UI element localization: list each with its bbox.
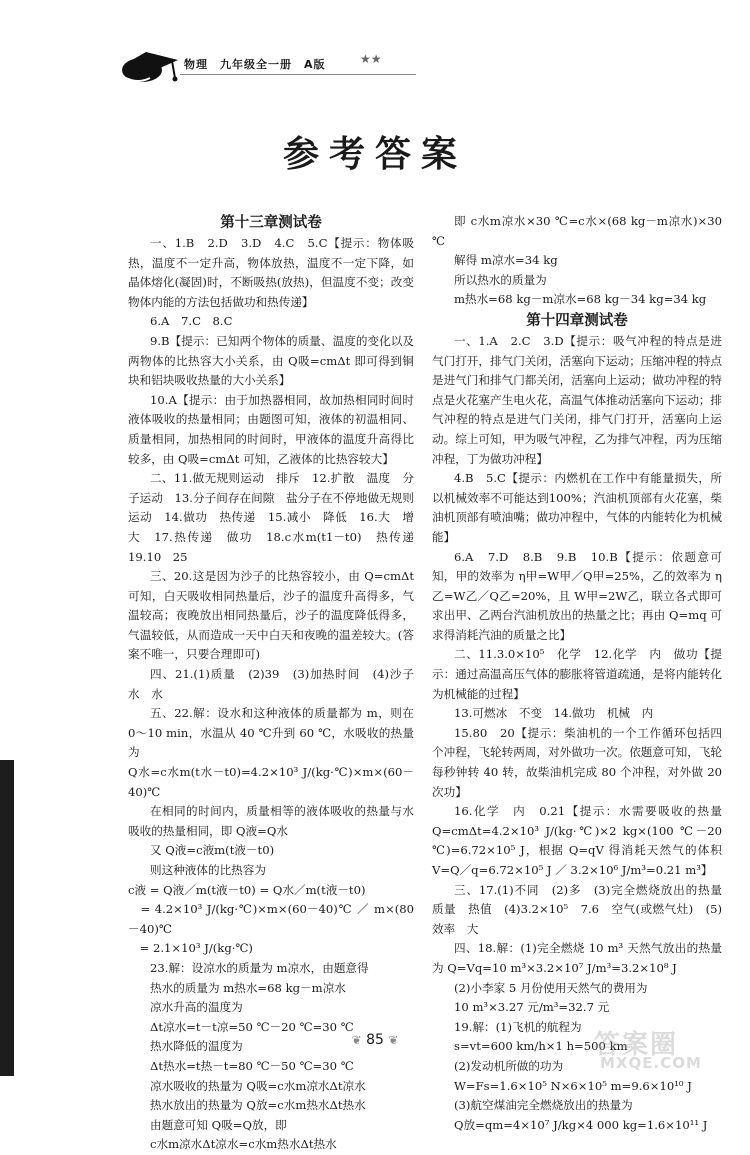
answer-paragraph: 16.化学 内 0.21【提示：水需要吸收的热量 Q=cmΔt=4.2×10³ J/(kg·℃)×2 kg×(100 ℃－20 ℃)=6.72×10⁵ J，根据 Q=qV 得消耗天然气的体积 V=Q／q=6.72×10⁵ J ／ 3.2×10⁶ J/m³=0.21 m³】 [432, 804, 722, 877]
answer-paragraph: 10 m³×3.27 元/m³=32.7 元 [454, 1000, 610, 1015]
page-header [120, 48, 420, 94]
answer-paragraph: 23.解：设凉水的质量为 m凉水，由题意得 [150, 960, 369, 975]
answer-paragraph: 五、22.解：设水和这种液体的质量都为 m，则在 0～10 min，水温从 40 ℃升到 60 ℃，水吸收的热量为 [128, 706, 414, 760]
answer-paragraph: 10.A【提示：由于加热器相同，故加热相同时间时液体吸收的热量相同；由题图可知，液体的初温相同、质量相同，加热相同的时间时，甲液体的温度升高得比较多，由 Q吸=cmΔt 可知，乙液体的比热容较大】 [128, 392, 414, 466]
ornament-left-icon: ❦ [351, 1033, 362, 1047]
ornament-right-icon: ❦ [388, 1033, 399, 1047]
answer-paragraph: m热水=68 kg－m凉水=68 kg－34 kg=34 kg [454, 292, 707, 307]
page-number-text: 85 [366, 1032, 384, 1048]
answer-paragraph: 15.80 20【提示：柴油机的一个工作循环包括四个冲程，飞轮转两周，对外做功一次。依题意可知，飞轮每秒钟转 40 转，故柴油机完成 80 个冲程，对外做 20 次功】 [432, 725, 722, 799]
answer-paragraph: 二、11.3.0×10⁵ 化学 12.化学 内 做功【提示：通过高温高压气体的膨胀将管道疏通，是将内能转化为机械能的过程】 [432, 647, 722, 701]
answer-paragraph: 二、11.做无规则运动 排斥 12.扩散 温度 分子运动 13.分子间存在间隙 盐分子在不停地做无规则运动 14.做功 热传递 15.减小 降低 16.大 增大 17.热传递 做功 18.c水m(t1－t0) 热传递 19.10 25 [128, 471, 426, 564]
answer-paragraph: 6.A 7.D 8.B 9.B 10.B【提示：依题意可知，甲的效率为 η甲=W甲／Q甲=25%，乙的效率为 η乙=W乙／Q乙=20%，且 W甲=2W乙，联立各式即可求出甲、乙两台汽油机放出的热量之比；再由 Q=mq 可求得消耗汽油的质量之比】 [432, 549, 722, 642]
answer-paragraph: 9.B【提示：已知两个物体的质量、温度的变化以及两物体的比热容大小关系，由 Q吸=cmΔt 即可得到铜块和铝块吸收热量的大小关系】 [128, 333, 414, 388]
answer-paragraph: 凉水吸收的热量为 Q吸=c水m凉水Δt凉水 [150, 1078, 366, 1093]
answer-paragraph: 三、20.这是因为沙子的比热容较小，由 Q=cmΔt 可知，白天吸收相同热量后，沙子的温度升高得多，气温较高；夜晚放出相同热量后，沙子的温度降低得多，气温较低，从而造成一天中白天和夜晚的温差较大。(答案不唯一，只要合理即可) [128, 569, 414, 662]
answer-paragraph: 一、1.A 2.C 3.D【提示：吸气冲程的特点是进气门打开，排气门关闭，活塞向下运动；压缩冲程的特点是进气门和排气门都关闭，活塞向上运动；做功冲程的特点是火花塞产生电火花，高温气体推动活塞向下运动；排气冲程的特点是进气门关闭，排气门打开，活塞向上运动。综上可知，甲为吸气冲程，乙为排气冲程，丙为压缩冲程，丁为做功冲程】 [432, 333, 722, 466]
answer-paragraph: c水m凉水Δt凉水=c水m热水Δt热水 [150, 1137, 337, 1152]
page-binding-edge [0, 760, 14, 1076]
book-title: 物理 九年级全一册 A版 [184, 58, 326, 71]
section-heading: 第十三章测试卷 [220, 214, 322, 231]
answer-paragraph: 四、18.解：(1)完全燃烧 10 m³ 天然气放出的热量为 Q=Vq=10 m³×3.2×10⁷ J/m³=3.2×10⁸ J [432, 941, 722, 975]
left-column [128, 212, 426, 1155]
answer-paragraph: Q放=qm=4×10⁷ J/kg×4 000 kg=1.6×10¹¹ J [454, 1117, 708, 1132]
answer-paragraph: Q水=c水m(t水－t0)=4.2×10³ J/(kg·℃)×m×(60－40)℃ [128, 765, 414, 799]
answer-paragraph: 13.可燃冰 不变 14.做功 机械 内 [454, 706, 654, 721]
answer-paragraph: W=Fs=1.6×10⁵ N×6×10⁵ m=9.6×10¹⁰ J [454, 1078, 692, 1093]
graduation-cap-icon [120, 48, 180, 88]
header-rule [180, 74, 416, 75]
page-title: 参考答案 [282, 133, 467, 175]
answer-paragraph: 热水放出的热量为 Q放=c水m热水Δt热水 [150, 1098, 366, 1113]
star-decoration-icon: ★★ [360, 52, 382, 66]
answer-paragraph: (2)小李家 5 月份使用天然气的费用为 [454, 980, 648, 995]
right-column [432, 212, 734, 1135]
answer-paragraph: 又 Q液=c液m(t液－t0) [150, 843, 275, 858]
answer-paragraph: = 4.2×10³ J/(kg·℃)×m×(60－40)℃ ／ m×(80－40)℃ [128, 902, 414, 936]
section-heading: 第十四章测试卷 [526, 311, 628, 329]
answer-paragraph: 由题意可知 Q吸=Q放，即 [150, 1117, 287, 1132]
answer-paragraph: 4.B 5.C【提示：内燃机在工作中有能量损失，所以机械效率不可能达到100%；汽油机顶部有火花塞，柴油机顶部有喷油嘴；做功冲程中，气体的内能转化为机械能】 [432, 471, 722, 544]
answer-paragraph: 则这种液体的比热容为 [150, 863, 266, 877]
answer-paragraph: 热水降低的温度为 [150, 1039, 243, 1054]
answer-paragraph: (3)航空煤油完全燃烧放出的热量为 [454, 1098, 633, 1113]
watermark-text: 答案圈 [594, 1030, 679, 1060]
answer-paragraph: Δt热水=t热－t=80 ℃－50 ℃=30 ℃ [150, 1058, 354, 1073]
answer-paragraph: 解得 m凉水=34 kg [454, 253, 558, 268]
answer-paragraph: 在相同的时间内，质量相等的液体吸收的热量与水吸收的热量相同，即 Q液=Q水 [128, 804, 414, 838]
answer-paragraph: 四、21.(1)质量 (2)39 (3)加热时间 (4)沙子 水 水 [128, 667, 426, 701]
answer-paragraph: 19.解：(1)飞机的航程为 [454, 1019, 582, 1034]
answer-paragraph: = 2.1×10³ J/(kg·℃) [128, 941, 253, 956]
answer-paragraph: s=vt=600 km/h×1 h=500 km [454, 1039, 628, 1054]
answer-paragraph: c液 = Q液／m(t液－t0) = Q水／m(t液－t0) [128, 882, 366, 897]
watermark-url: MXQE.COM [600, 1054, 702, 1072]
answer-paragraph: 6.A 7.C 8.C [150, 314, 233, 329]
answer-paragraph: (2)发动机所做的功为 [454, 1058, 564, 1073]
answer-paragraph: 即 c水m凉水×30 ℃=c水×(68 kg－m凉水)×30 ℃ [432, 214, 722, 248]
answer-paragraph: 一、1.B 2.D 3.D 4.C 5.C【提示：物体吸热，温度不一定升高，物体放热，温度不一定下降，如晶体熔化(凝固)时，不断吸热(放热)，但温度不变；改变物体内能的方法包括做功和热传递】 [128, 236, 414, 309]
answer-paragraph: 凉水升高的温度为 [150, 1000, 243, 1015]
answer-paragraph: Δt凉水=t－t凉=50 ℃－20 ℃=30 ℃ [150, 1019, 354, 1034]
watermark-logo [588, 1022, 738, 1074]
answer-paragraph: 热水的质量为 m热水=68 kg－m凉水 [150, 980, 346, 995]
answer-paragraph: 三、17.(1)不同 (2)多 (3)完全燃烧放出的热量 质量 热值 (4)3.2×10⁵ 7.6 空气(或燃气灶) (5)效率 大 [432, 882, 734, 936]
answer-paragraph: 所以热水的质量为 [454, 272, 547, 287]
